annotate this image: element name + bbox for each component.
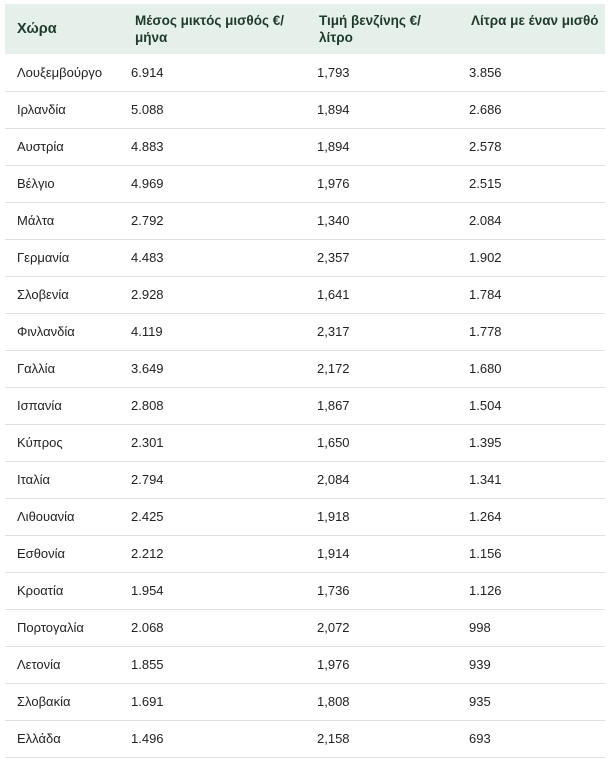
cell-country: Λιθουανία [17, 509, 75, 524]
table-row [5, 165, 605, 202]
cell-salary: 4.883 [131, 139, 164, 154]
cell-fuel-price: 2,072 [317, 620, 350, 635]
cell-fuel-price: 1,914 [317, 546, 350, 561]
cell-fuel-price: 1,867 [317, 398, 350, 413]
header-fuel-price: Τιμή βενζίνης €/ λίτρο [319, 13, 421, 45]
table-row [5, 202, 605, 239]
cell-fuel-price: 1,641 [317, 287, 350, 302]
table-row [5, 424, 605, 461]
cell-litres: 1.126 [469, 583, 502, 598]
cell-country: Πορτογαλία [17, 620, 84, 635]
cell-fuel-price: 1,736 [317, 583, 350, 598]
table-header [5, 4, 605, 54]
cell-country: Ιταλία [17, 472, 50, 487]
cell-salary: 1.691 [131, 694, 164, 709]
cell-fuel-price: 1,976 [317, 176, 350, 191]
cell-salary: 2.928 [131, 287, 164, 302]
cell-salary: 2.794 [131, 472, 164, 487]
header-row [5, 4, 605, 54]
cell-country: Σλοβενία [17, 287, 69, 302]
cell-salary: 2.068 [131, 620, 164, 635]
cell-litres: 1.784 [469, 287, 502, 302]
cell-litres: 2.686 [469, 102, 502, 117]
cell-litres: 939 [469, 657, 491, 672]
cell-fuel-price: 1,918 [317, 509, 350, 524]
cell-fuel-price: 2,172 [317, 361, 350, 376]
cell-fuel-price: 1,894 [317, 102, 350, 117]
header-salary: Μέσος μικτός μισθός €/μήνα [135, 13, 284, 45]
cell-litres: 1.264 [469, 509, 502, 524]
cell-fuel-price: 1,976 [317, 657, 350, 672]
table-row [5, 313, 605, 350]
cell-salary: 2.425 [131, 509, 164, 524]
cell-country: Κύπρος [17, 435, 63, 450]
table-row [5, 498, 605, 535]
cell-country: Ελλάδα [17, 731, 61, 746]
table-row [5, 128, 605, 165]
table-row [5, 350, 605, 387]
cell-fuel-price: 2,317 [317, 324, 350, 339]
header-litres: Λίτρα με έναν μισθό [471, 13, 599, 28]
cell-country: Σλοβακία [17, 694, 71, 709]
cell-country: Γερμανία [17, 250, 70, 265]
cell-fuel-price: 1,894 [317, 139, 350, 154]
cell-salary: 2.212 [131, 546, 164, 561]
cell-salary: 2.808 [131, 398, 164, 413]
cell-country: Κροατία [17, 583, 64, 598]
table-row [5, 91, 605, 128]
cell-litres: 935 [469, 694, 491, 709]
cell-salary: 4.119 [131, 324, 163, 339]
table-row [5, 387, 605, 424]
cell-fuel-price: 1,340 [317, 213, 350, 228]
header-country: Χώρα [17, 20, 57, 37]
cell-country: Αυστρία [17, 139, 64, 154]
cell-salary: 4.969 [131, 176, 164, 191]
cell-country: Γαλλία [17, 361, 56, 376]
cell-litres: 2.084 [469, 213, 502, 228]
cell-salary: 3.649 [131, 361, 164, 376]
table-row [5, 683, 605, 720]
cell-salary: 2.792 [131, 213, 164, 228]
table-row [5, 609, 605, 646]
cell-litres: 1.395 [469, 435, 502, 450]
cell-salary: 5.088 [131, 102, 164, 117]
cell-country: Βέλγιο [17, 176, 55, 191]
cell-country: Λετονία [17, 657, 61, 672]
cell-litres: 998 [469, 620, 491, 635]
table-row [5, 572, 605, 609]
cell-salary: 6.914 [131, 64, 164, 80]
cell-country: Λουξεμβούργο [17, 64, 103, 80]
cell-litres: 1.902 [469, 250, 502, 265]
cell-country: Ιρλανδία [17, 102, 66, 117]
table-container [5, 4, 605, 758]
cell-litres: 1.156 [469, 546, 502, 561]
cell-litres: 1.341 [469, 472, 502, 487]
cell-salary: 2.301 [131, 435, 164, 450]
cell-country: Εσθονία [17, 546, 66, 561]
cell-country: Ισπανία [17, 398, 62, 413]
cell-litres: 3.856 [469, 64, 502, 80]
cell-salary: 1.496 [131, 731, 164, 746]
table-row [5, 535, 605, 572]
cell-litres: 1.778 [469, 324, 502, 339]
cell-fuel-price: 1,793 [317, 64, 350, 80]
cell-fuel-price: 2,357 [317, 250, 350, 265]
table-row [5, 276, 605, 313]
cell-litres: 693 [469, 731, 491, 746]
cell-litres: 2.578 [469, 139, 502, 154]
cell-litres: 2.515 [469, 176, 502, 191]
cell-country: Μάλτα [17, 213, 55, 228]
table-body [5, 54, 605, 757]
cell-fuel-price: 1,808 [317, 694, 350, 709]
table-row [5, 646, 605, 683]
salary-fuel-table [5, 4, 605, 758]
cell-litres: 1.504 [469, 398, 502, 413]
table-row [5, 720, 605, 757]
table-row [5, 54, 605, 91]
cell-fuel-price: 1,650 [317, 435, 350, 450]
cell-country: Φινλανδία [17, 324, 75, 339]
cell-litres: 1.680 [469, 361, 502, 376]
table-row [5, 461, 605, 498]
cell-salary: 1.954 [131, 583, 164, 598]
cell-fuel-price: 2,084 [317, 472, 350, 487]
cell-fuel-price: 2,158 [317, 731, 350, 746]
cell-salary: 4.483 [131, 250, 164, 265]
cell-salary: 1.855 [131, 657, 164, 672]
table-row [5, 239, 605, 276]
